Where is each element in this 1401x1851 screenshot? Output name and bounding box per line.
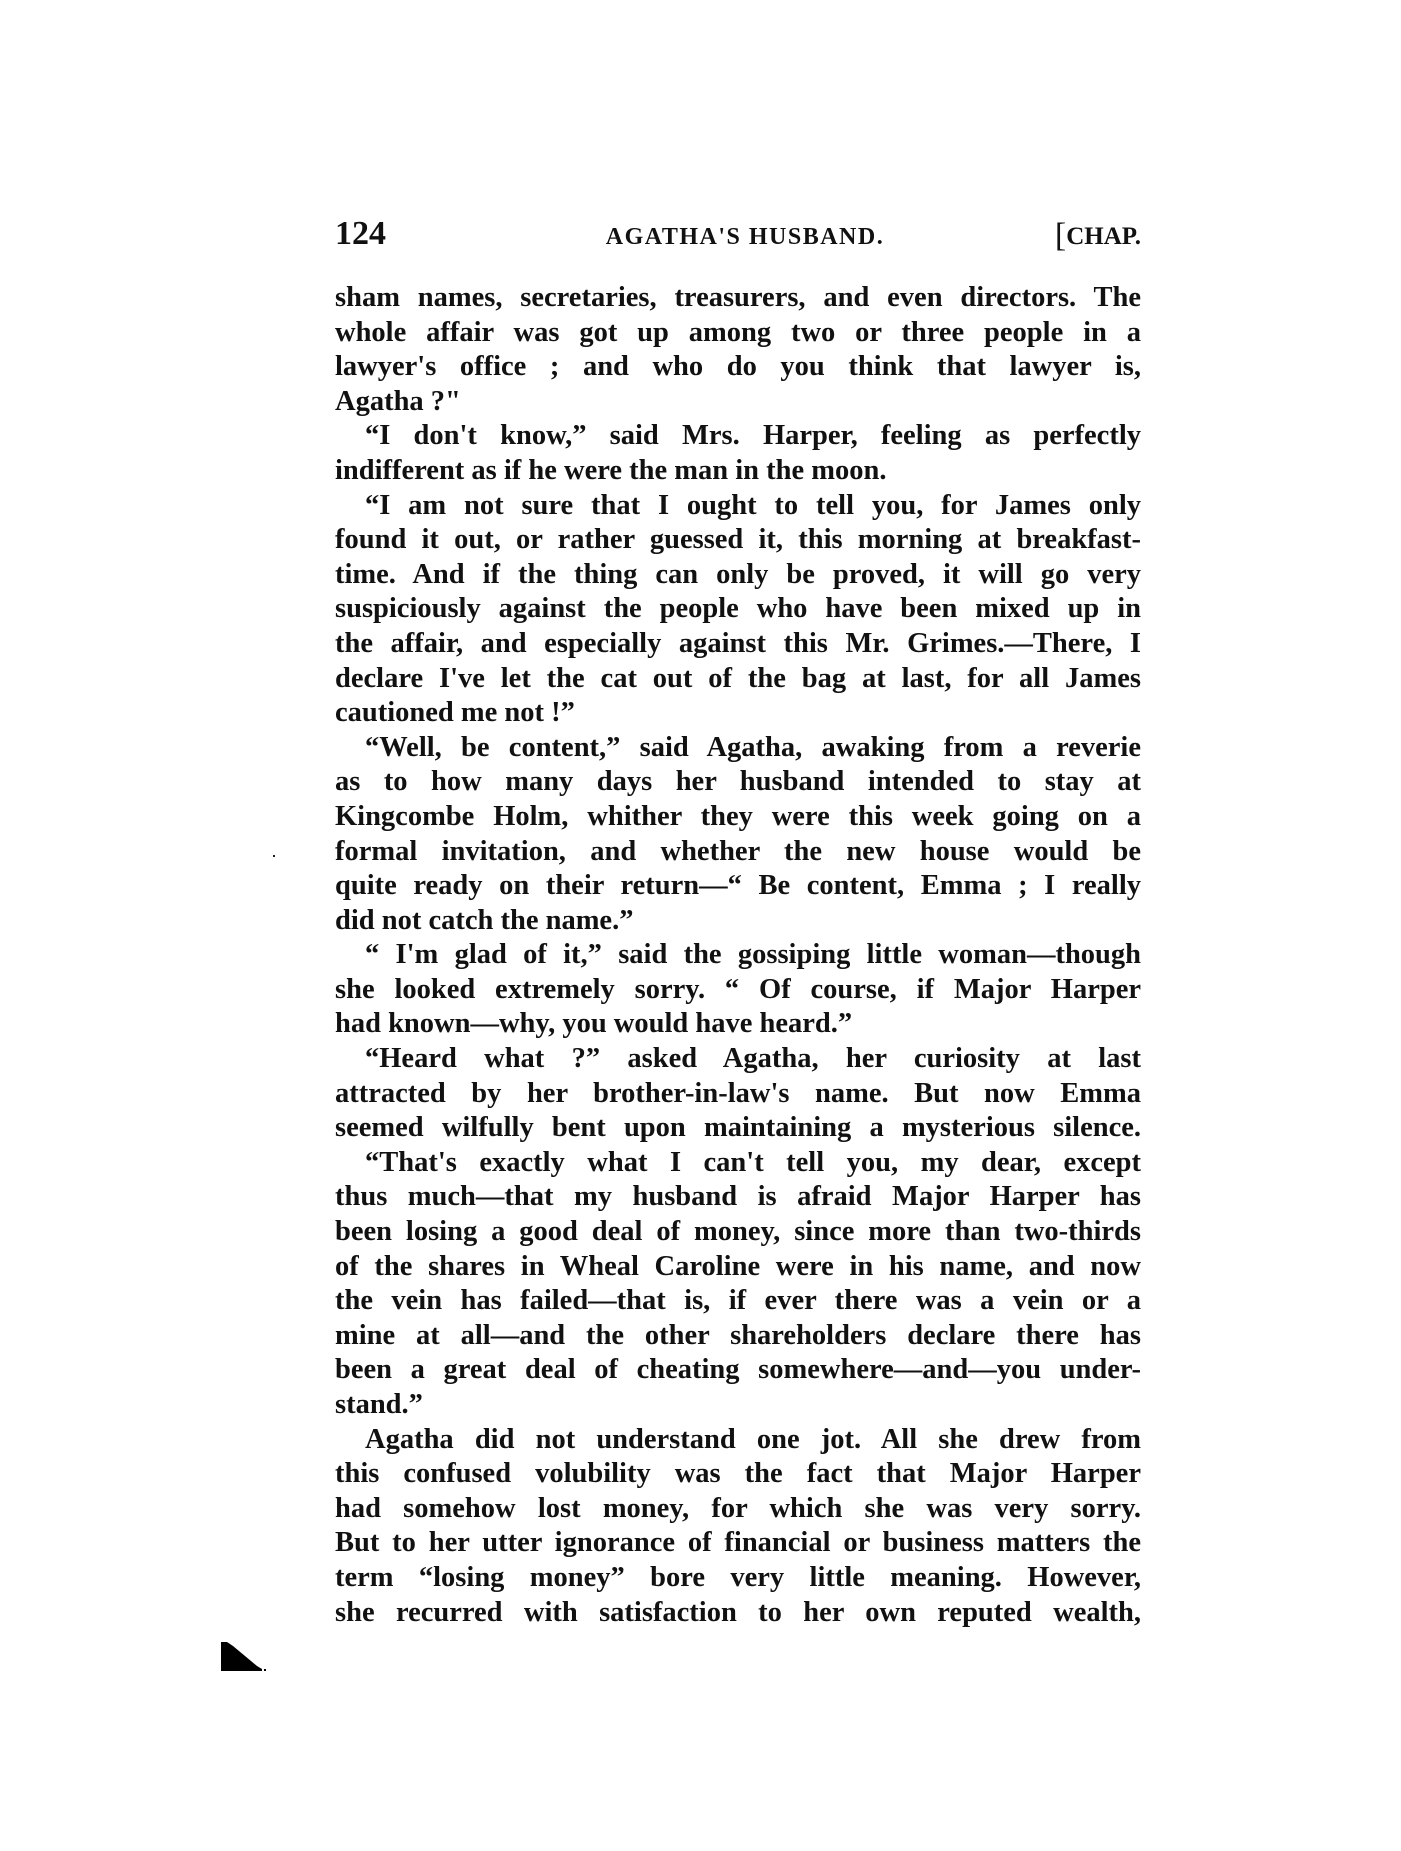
text-line: sham names, secretaries, treasurers, and even directors. The bbox=[335, 282, 1141, 313]
text-line: Agatha ?" bbox=[335, 385, 461, 417]
running-head bbox=[335, 214, 1141, 254]
text-line: “Well, be content,” said Agatha, awaking from a reverie bbox=[365, 731, 1141, 763]
text-line: attracted by her brother-in-law's name. But now Emma bbox=[335, 1077, 1141, 1109]
text-line: formal invitation, and whether the new house would be bbox=[335, 835, 1141, 867]
text-line: the vein has failed—that is, if ever there was a vein or a bbox=[335, 1285, 1141, 1317]
text-line: lawyer's office ; and who do you think that lawyer is, bbox=[335, 351, 1141, 383]
page-number: 124 bbox=[335, 215, 386, 252]
text-line: “ I'm glad of it,” said the gossiping little woman—though bbox=[365, 939, 1141, 971]
text-line: “That's exactly what I can't tell you, my dear, except bbox=[365, 1146, 1141, 1178]
text-line: “Heard what ?” asked Agatha, her curiosity at last bbox=[365, 1043, 1141, 1075]
text-line: cautioned me not !” bbox=[335, 697, 575, 729]
running-title: AGATHA'S HUSBAND. bbox=[605, 224, 885, 250]
text-line: of the shares in Wheal Caroline were in his name, and now bbox=[335, 1250, 1141, 1282]
text-line: as to how many days her husband intended to stay at bbox=[335, 766, 1141, 798]
text-line: time. And if the thing can only be proved, it will go very bbox=[335, 558, 1141, 590]
text-line: declare I've let the cat out of the bag at last, for all James bbox=[335, 662, 1141, 694]
text-line: But to her utter ignorance of financial or business matters the bbox=[335, 1527, 1141, 1559]
text-line: Kingcombe Holm, whither they were this week going on a bbox=[335, 800, 1141, 832]
catch-mark-wedge bbox=[221, 1642, 262, 1671]
text-line: “I am not sure that I ought to tell you, for James only bbox=[365, 489, 1141, 521]
text-line: stand.” bbox=[335, 1389, 423, 1420]
text-line: suspiciously against the people who have been mixed up in bbox=[335, 593, 1141, 625]
text-line: indifferent as if he were the man in the moon. bbox=[335, 454, 887, 486]
text-line: term “losing money” bore very little meaning. However, bbox=[335, 1561, 1141, 1593]
text-line: did not catch the name.” bbox=[335, 904, 634, 936]
text-line: quite ready on their return—“ Be content, Emma ; I really bbox=[335, 870, 1141, 902]
text-line: been losing a good deal of money, since more than two-thirds bbox=[335, 1216, 1141, 1248]
text-line: she looked extremely sorry. “ Of course, if Major Harper bbox=[335, 973, 1141, 1005]
catch-mark-dot bbox=[264, 1669, 266, 1671]
text-line: found it out, or rather guessed it, this morning at breakfast- bbox=[335, 524, 1141, 556]
text-line: seemed wilfully bent upon maintaining a mysterious silence. bbox=[335, 1112, 1141, 1144]
body-text bbox=[335, 281, 1141, 1630]
text-line: she recurred with satisfaction to her own reputed wealth, bbox=[335, 1596, 1141, 1628]
text-line: thus much—that my husband is afraid Major Harper has bbox=[335, 1181, 1141, 1213]
text-line: been a great deal of cheating somewhere—and—you under- bbox=[335, 1354, 1141, 1386]
chapter-marker bbox=[1055, 218, 1141, 255]
chapter-bracket: [ bbox=[1054, 217, 1067, 254]
text-line: Agatha did not understand one jot. All she drew from bbox=[365, 1423, 1141, 1455]
text-line: mine at all—and the other shareholders declare there has bbox=[335, 1319, 1141, 1351]
text-line: had known—why, you would have heard.” bbox=[335, 1008, 853, 1040]
text-line: had somehow lost money, for which she was very sorry. bbox=[335, 1492, 1141, 1524]
catch-mark-icon bbox=[221, 1642, 266, 1671]
print-speck bbox=[273, 855, 275, 857]
text-line: the affair, and especially against this Mr. Grimes.—There, I bbox=[335, 627, 1141, 659]
text-line: whole affair was got up among two or three people in a bbox=[335, 316, 1141, 348]
text-line: this confused volubility was the fact that Major Harper bbox=[335, 1458, 1141, 1490]
chapter-label: CHAP. bbox=[1066, 223, 1141, 250]
text-line: “I don't know,” said Mrs. Harper, feeling as perfectly bbox=[365, 420, 1141, 452]
